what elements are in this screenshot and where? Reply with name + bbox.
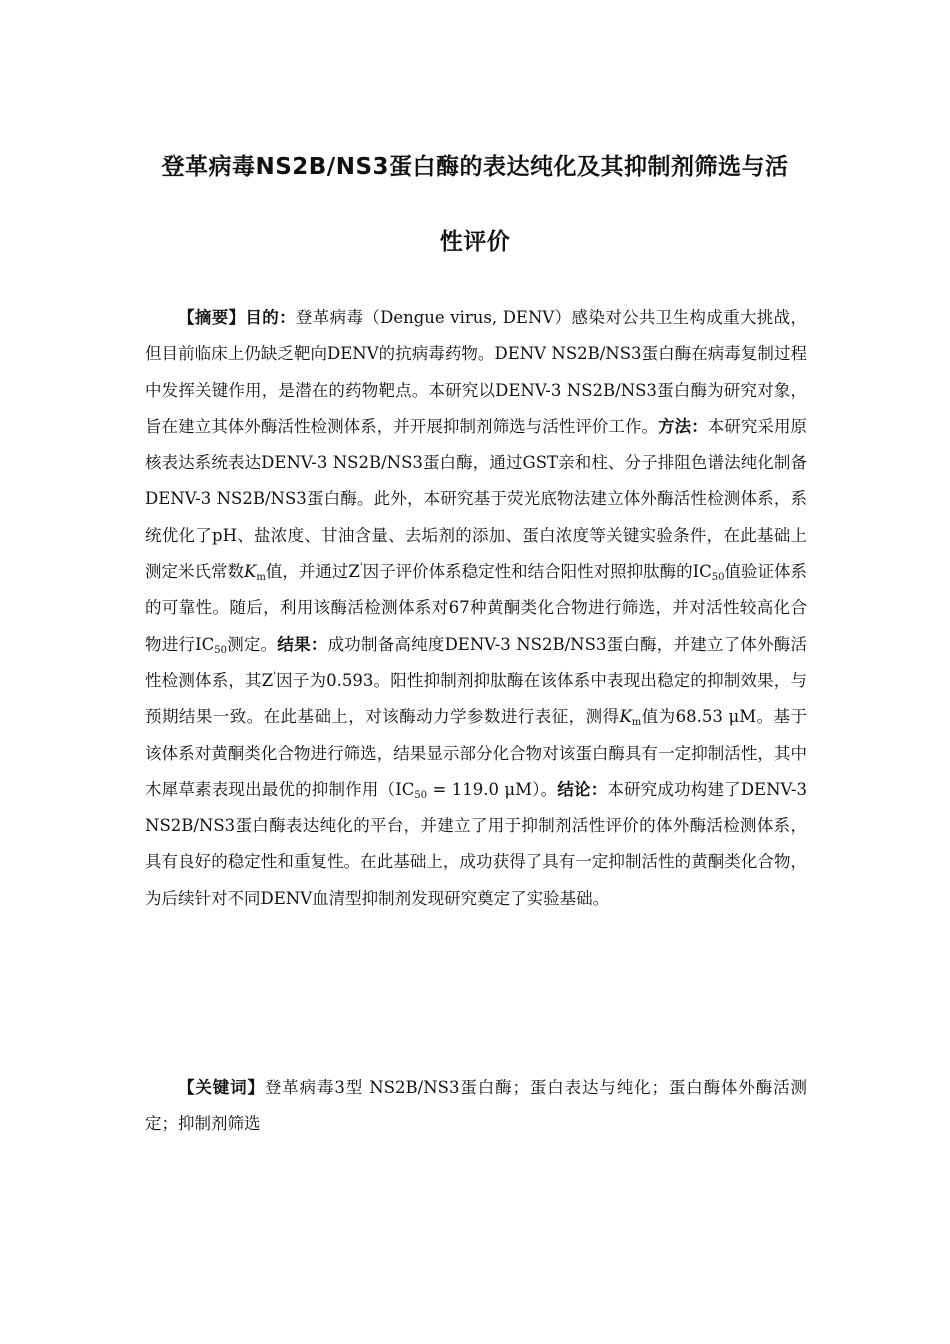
z-prime-mark-2: ' bbox=[273, 670, 276, 682]
km-subscript: m bbox=[256, 572, 266, 584]
keywords-text: 登革病毒3型 NS2B/NS3蛋白酶；蛋白表达与纯化；蛋白酶体外酶活测定；抑制剂筛选 bbox=[145, 1078, 807, 1134]
objective-text: 登革病毒（Dengue virus, DENV）感染对公共卫生构成重大挑战，但目前临床上仍缺乏靶向DENV的抗病毒药物。DENV NS2B/NS3蛋白酶在病毒复制过程中发挥关键作用，是潜在的药物靶点。本研究以DENV-3 NS2B/NS3蛋白酶为研究对象，旨在建立其体外酶活性检测体系，并开展抑制剂筛选与活性评价工作。 bbox=[145, 308, 807, 436]
methods-text-4: 值验证体系的可靠性。随后，利用该酶活检测体系对67种黄酮类化合物进行筛选，并对活性较高化合物进行IC bbox=[145, 562, 807, 654]
results-text-3: 值为68.53 μM。基于该体系对黄酮类化合物进行筛选，结果显示部分化合物对该蛋白酶具有一定抑制活性，其中木犀草素表现出最优的抑制作用（IC bbox=[145, 707, 807, 799]
paper-title-line-2: 性评价 bbox=[439, 229, 511, 255]
objective-label: 目的： bbox=[245, 308, 296, 327]
methods-text-2: 值，并通过Z bbox=[265, 562, 360, 582]
keywords-paragraph bbox=[145, 1070, 807, 1143]
methods-text-3: 因子评价体系稳定性和结合阳性对照抑肽酶的IC bbox=[362, 562, 712, 582]
abstract-paragraph bbox=[145, 300, 807, 917]
paper-title-line-1: 登革病毒NS2B/NS3蛋白酶的表达纯化及其抑制剂筛选与活 bbox=[161, 154, 789, 180]
conclusion-label: 结论： bbox=[557, 779, 608, 799]
km-subscript-2: m bbox=[631, 717, 642, 729]
km-symbol-2: K bbox=[619, 707, 632, 727]
ic50-subscript: 50 bbox=[711, 572, 725, 584]
results-text-4: = 119.0 μM）。 bbox=[427, 779, 558, 799]
methods-text-1: 本研究采用原核表达系统表达DENV-3 NS2B/NS3蛋白酶，通过GST亲和柱、分子排阻色谱法纯化制备DENV-3 NS2B/NS3蛋白酶。此外，本研究基于荧光底物法建立体外酶活性检测体系，系统优化了pH、盐浓度、甘油含量、去垢剂的添加、蛋白浓度等关键实验条件，在此基础上测定米氏常数 bbox=[145, 416, 808, 582]
conclusion-text: 本研究成功构建了DENV-3 NS2B/NS3蛋白酶表达纯化的平台，并建立了用于抑制剂活性评价的体外酶活检测体系，具有良好的稳定性和重复性。在此基础上，成功获得了具有一定抑制活性的黄酮类化合物，为后续针对不同DENV血清型抑制剂发现研究奠定了实验基础。 bbox=[145, 779, 807, 908]
km-symbol: K bbox=[244, 562, 257, 582]
results-text-1: 成功制备高纯度DENV-3 NS2B/NS3蛋白酶，并建立了体外酶活性检测体系，其Z bbox=[145, 634, 807, 690]
results-label: 结果： bbox=[277, 634, 328, 654]
keywords-label: 【关键词】 bbox=[178, 1078, 265, 1097]
ic50-subscript-2: 50 bbox=[214, 644, 228, 656]
results-text-2: 因子为0.593。阳性抑制剂抑肽酶在该体系中表现出稳定的抑制效果，与预期结果一致。在此基础上，对该酶动力学参数进行表征，测得 bbox=[145, 670, 807, 727]
z-prime-mark: ' bbox=[359, 562, 363, 574]
ic50-subscript-3: 50 bbox=[414, 789, 428, 801]
methods-text-5: 测定。 bbox=[227, 634, 278, 654]
methods-label: 方法： bbox=[658, 416, 708, 436]
abstract-label: 【摘要】 bbox=[178, 308, 246, 327]
